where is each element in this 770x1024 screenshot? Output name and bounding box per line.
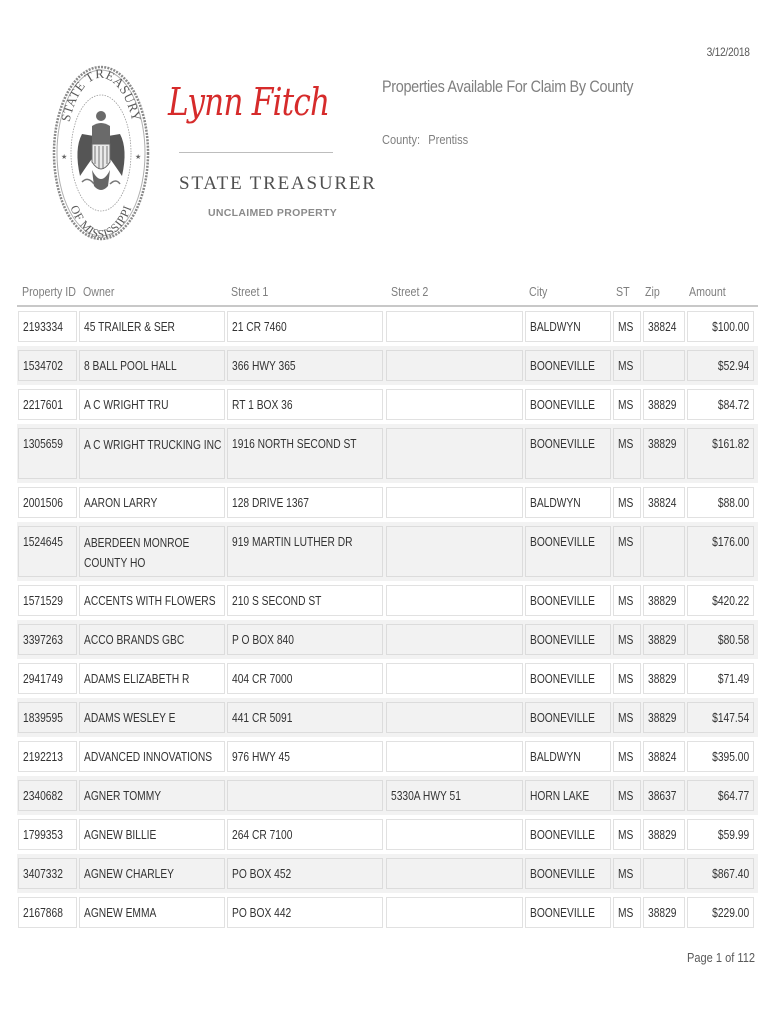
cell-zip — [643, 526, 685, 577]
treasurer-title: STATE TREASURER — [179, 173, 377, 194]
cell-city: BOONEVILLE — [525, 585, 611, 616]
cell-city: BOONEVILLE — [525, 819, 611, 850]
cell-street1: 264 CR 7100 — [227, 819, 383, 850]
svg-text:STATE TREASURY: STATE TREASURY — [57, 65, 145, 123]
cell-city: BOONEVILLE — [525, 702, 611, 733]
cell-state: MS — [613, 624, 641, 655]
cell-state: MS — [613, 389, 641, 420]
cell-zip: 38829 — [643, 702, 685, 733]
state-treasury-seal-icon — [52, 64, 150, 242]
cell-amount: $867.40 — [687, 858, 754, 889]
cell-state: MS — [613, 702, 641, 733]
cell-state: MS — [613, 858, 641, 889]
cell-street2 — [386, 526, 523, 577]
cell-owner: AARON LARRY — [79, 487, 225, 518]
table-row — [17, 815, 758, 854]
cell-property-id: 1305659 — [18, 428, 77, 479]
cell-state: MS — [613, 897, 641, 928]
cell-owner: 45 TRAILER & SER — [79, 311, 225, 342]
treasury-logo — [48, 62, 377, 242]
column-header-street2: Street 2 — [391, 284, 429, 299]
cell-zip: 38824 — [643, 741, 685, 772]
cell-owner: ACCENTS WITH FLOWERS — [79, 585, 225, 616]
cell-street1: P O BOX 840 — [227, 624, 383, 655]
column-header-street1: Street 1 — [231, 284, 269, 299]
county-value: Prentiss — [428, 132, 469, 147]
cell-city: BOONEVILLE — [525, 663, 611, 694]
cell-amount: $395.00 — [687, 741, 754, 772]
cell-zip: 38829 — [643, 585, 685, 616]
cell-property-id: 2217601 — [18, 389, 77, 420]
cell-zip: 38637 — [643, 780, 685, 811]
cell-state: MS — [613, 487, 641, 518]
cell-street2 — [386, 350, 523, 381]
cell-city: BOONEVILLE — [525, 526, 611, 577]
cell-state: MS — [613, 350, 641, 381]
cell-street1: 919 MARTIN LUTHER DR — [227, 526, 383, 577]
table-row — [17, 483, 758, 522]
cell-street1: PO BOX 442 — [227, 897, 383, 928]
cell-street2 — [386, 858, 523, 889]
cell-city: BOONEVILLE — [525, 389, 611, 420]
cell-street1: RT 1 BOX 36 — [227, 389, 383, 420]
treasurer-signature: Lynn Fitch — [168, 80, 330, 124]
table-row — [17, 620, 758, 659]
cell-zip: 38829 — [643, 389, 685, 420]
cell-street2 — [386, 428, 523, 479]
cell-zip — [643, 858, 685, 889]
cell-city: HORN LAKE — [525, 780, 611, 811]
cell-zip: 38824 — [643, 311, 685, 342]
cell-state: MS — [613, 428, 641, 479]
cell-state: MS — [613, 311, 641, 342]
cell-city: BOONEVILLE — [525, 897, 611, 928]
cell-street2 — [386, 311, 523, 342]
svg-text:★: ★ — [61, 154, 68, 161]
cell-city: BALDWYN — [525, 311, 611, 342]
column-header-st: ST — [616, 284, 630, 299]
cell-owner: AGNEW BILLIE — [79, 819, 225, 850]
cell-zip: 38824 — [643, 487, 685, 518]
cell-amount: $420.22 — [687, 585, 754, 616]
cell-zip: 38829 — [643, 428, 685, 479]
cell-street1: 441 CR 5091 — [227, 702, 383, 733]
table-body — [17, 307, 758, 932]
cell-owner: ACCO BRANDS GBC — [79, 624, 225, 655]
cell-street2: 5330A HWY 51 — [386, 780, 523, 811]
cell-street1: 21 CR 7460 — [227, 311, 383, 342]
logo-divider — [179, 152, 333, 153]
cell-city: BOONEVILLE — [525, 624, 611, 655]
cell-zip: 38829 — [643, 897, 685, 928]
table-row — [17, 776, 758, 815]
cell-property-id: 1571529 — [18, 585, 77, 616]
cell-street2 — [386, 487, 523, 518]
cell-property-id: 1534702 — [18, 350, 77, 381]
cell-owner: 8 BALL POOL HALL — [79, 350, 225, 381]
cell-property-id: 2192213 — [18, 741, 77, 772]
column-header-city: City — [529, 284, 548, 299]
cell-street1: 366 HWY 365 — [227, 350, 383, 381]
cell-amount: $80.58 — [687, 624, 754, 655]
cell-street1: 128 DRIVE 1367 — [227, 487, 383, 518]
column-header-amount: Amount — [689, 284, 726, 299]
svg-text:★: ★ — [135, 154, 142, 161]
page-indicator: Page 1 of 112 — [687, 950, 755, 965]
cell-city: BOONEVILLE — [525, 428, 611, 479]
cell-property-id: 2193334 — [18, 311, 77, 342]
cell-state: MS — [613, 526, 641, 577]
cell-zip: 38829 — [643, 624, 685, 655]
table-row — [17, 424, 758, 483]
properties-table — [17, 282, 758, 932]
report-date: 3/12/2018 — [706, 45, 750, 59]
cell-amount: $59.99 — [687, 819, 754, 850]
cell-street2 — [386, 702, 523, 733]
cell-state: MS — [613, 585, 641, 616]
cell-owner: ADVANCED INNOVATIONS — [79, 741, 225, 772]
cell-street2 — [386, 897, 523, 928]
column-header-owner: Owner — [83, 284, 115, 299]
cell-amount: $88.00 — [687, 487, 754, 518]
table-row — [17, 893, 758, 932]
cell-owner: A C WRIGHT TRU — [79, 389, 225, 420]
table-row — [17, 307, 758, 346]
cell-owner: ABERDEEN MONROE COUNTY HO — [79, 526, 225, 577]
cell-street2 — [386, 819, 523, 850]
cell-amount: $161.82 — [687, 428, 754, 479]
cell-property-id: 1839595 — [18, 702, 77, 733]
cell-amount: $100.00 — [687, 311, 754, 342]
cell-amount: $52.94 — [687, 350, 754, 381]
table-row — [17, 581, 758, 620]
unclaimed-property-label: UNCLAIMED PROPERTY — [208, 207, 338, 219]
cell-amount: $64.77 — [687, 780, 754, 811]
cell-street2 — [386, 741, 523, 772]
table-row — [17, 522, 758, 581]
cell-property-id: 2340682 — [18, 780, 77, 811]
cell-street1: 404 CR 7000 — [227, 663, 383, 694]
cell-owner: AGNEW CHARLEY — [79, 858, 225, 889]
cell-owner: AGNEW EMMA — [79, 897, 225, 928]
cell-city: BALDWYN — [525, 487, 611, 518]
cell-amount: $229.00 — [687, 897, 754, 928]
cell-amount: $71.49 — [687, 663, 754, 694]
cell-state: MS — [613, 780, 641, 811]
cell-owner: ADAMS ELIZABETH R — [79, 663, 225, 694]
cell-amount: $84.72 — [687, 389, 754, 420]
report-title: Properties Available For Claim By County — [382, 77, 634, 96]
table-row — [17, 737, 758, 776]
cell-property-id: 2941749 — [18, 663, 77, 694]
county-label: County: — [382, 132, 421, 147]
cell-zip: 38829 — [643, 819, 685, 850]
cell-zip: 38829 — [643, 663, 685, 694]
cell-street2 — [386, 389, 523, 420]
cell-amount: $176.00 — [687, 526, 754, 577]
cell-street1: 1916 NORTH SECOND ST — [227, 428, 383, 479]
table-header — [17, 282, 758, 307]
column-header-property-id: Property ID — [22, 284, 76, 299]
county-filter — [382, 132, 468, 147]
table-row — [17, 346, 758, 385]
cell-owner: A C WRIGHT TRUCKING INC — [79, 428, 225, 479]
cell-property-id: 2167868 — [18, 897, 77, 928]
cell-street1: PO BOX 452 — [227, 858, 383, 889]
svg-text:OF MISSISSIPPI: OF MISSISSIPPI — [67, 203, 135, 242]
table-row — [17, 854, 758, 893]
cell-state: MS — [613, 819, 641, 850]
cell-street1: 210 S SECOND ST — [227, 585, 383, 616]
cell-street2 — [386, 624, 523, 655]
cell-owner: ADAMS WESLEY E — [79, 702, 225, 733]
cell-property-id: 3407332 — [18, 858, 77, 889]
cell-owner: AGNER TOMMY — [79, 780, 225, 811]
cell-property-id: 1524645 — [18, 526, 77, 577]
cell-state: MS — [613, 741, 641, 772]
table-row — [17, 698, 758, 737]
column-header-zip: Zip — [645, 284, 660, 299]
cell-property-id: 3397263 — [18, 624, 77, 655]
table-row — [17, 659, 758, 698]
cell-property-id: 1799353 — [18, 819, 77, 850]
cell-city: BOONEVILLE — [525, 350, 611, 381]
cell-street2 — [386, 585, 523, 616]
cell-street1 — [227, 780, 383, 811]
cell-street2 — [386, 663, 523, 694]
cell-street1: 976 HWY 45 — [227, 741, 383, 772]
cell-city: BALDWYN — [525, 741, 611, 772]
table-row — [17, 385, 758, 424]
cell-city: BOONEVILLE — [525, 858, 611, 889]
cell-zip — [643, 350, 685, 381]
cell-property-id: 2001506 — [18, 487, 77, 518]
cell-amount: $147.54 — [687, 702, 754, 733]
cell-state: MS — [613, 663, 641, 694]
